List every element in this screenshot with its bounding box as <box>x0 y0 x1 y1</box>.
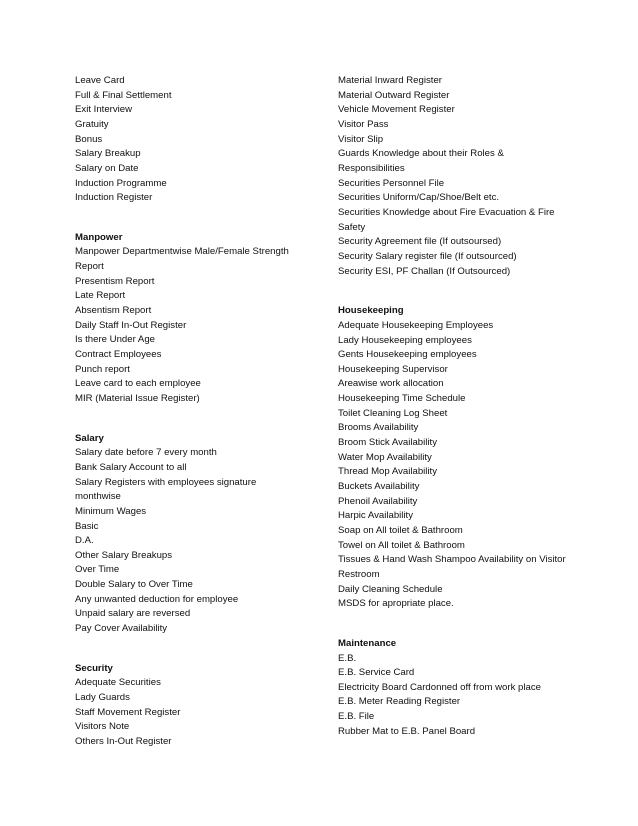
security-section <box>75 662 320 750</box>
list-item: Daily Staff In-Out Register <box>75 319 187 331</box>
list-item: Restroom <box>338 569 380 580</box>
list-item: Double Salary to Over Time <box>75 579 193 591</box>
section-heading-housekeeping: Housekeeping <box>338 305 404 317</box>
list-item: Vehicle Movement Register <box>338 104 455 116</box>
list-item: Presentism Report <box>75 275 155 287</box>
list-item: Any unwanted deduction for employee <box>75 593 239 605</box>
list-item: Report <box>75 261 104 273</box>
list-item: MSDS for apropriate place. <box>338 598 454 610</box>
list-item: Manpower Departmentwise Male/Female Strength <box>75 246 289 258</box>
section-heading-maintenance: Maintenance <box>338 637 397 649</box>
list-item: Punch report <box>75 363 130 375</box>
list-item: Salary Registers with employees signature <box>75 476 257 488</box>
list-item: Pay Cover Availability <box>75 623 168 635</box>
maintenance-section <box>338 637 588 740</box>
list-item: E.B. <box>338 652 357 664</box>
list-item: monthwise <box>75 491 121 503</box>
list-item: Induction Programme <box>75 177 167 189</box>
list-item: Unpaid salary are reversed <box>75 608 191 620</box>
list-item: Contract Employees <box>75 349 162 361</box>
list-item: Responsibilities <box>338 162 405 174</box>
list-item: MIR (Material Issue Register) <box>75 393 200 405</box>
list-item: Material Outward Register <box>338 89 450 101</box>
section-heading-security: Security <box>75 662 113 674</box>
list-item: Rubber Mat to E.B. Panel Board <box>338 725 476 737</box>
list-item: Over Time <box>75 564 120 576</box>
housekeeping-section <box>338 304 588 612</box>
list-item: Water Mop Availability <box>338 451 432 463</box>
list-item: Security Agreement file (If outsoursed) <box>338 236 502 248</box>
list-item: E.B. File <box>338 711 375 723</box>
list-item: Lady Housekeeping employees <box>338 334 472 346</box>
list-item: D.A. <box>75 535 94 547</box>
list-item: Exit Interview <box>75 104 133 116</box>
list-item: Is there Under Age <box>75 334 155 346</box>
list-item: Adequate Securities <box>75 677 161 689</box>
list-item: Thread Mop Availability <box>338 466 438 478</box>
right-column <box>338 74 588 739</box>
list-item: Material Inward Register <box>338 75 442 86</box>
list-item: Safety <box>338 221 366 233</box>
list-item: E.B. Meter Reading Register <box>338 696 461 708</box>
list-item: Basic <box>75 520 99 532</box>
list-item: Induction Register <box>75 192 153 204</box>
list-item: Securities Personnel File <box>338 177 445 189</box>
list-item: Lady Guards <box>75 691 130 703</box>
list-item: Bank Salary Account to all <box>75 461 187 473</box>
list-item: Brooms Availability <box>338 422 419 434</box>
list-item: Gents Housekeeping employees <box>338 349 477 361</box>
security-registers-list <box>338 74 588 279</box>
list-item: Electricity Board Cardonned off from work place <box>338 681 541 693</box>
list-item: Broom Stick Availability <box>338 437 437 449</box>
hr-records-list <box>75 74 320 206</box>
list-item: E.B. Service Card <box>338 667 415 679</box>
list-item: Security ESI, PF Challan (If Outsourced) <box>338 265 511 277</box>
list-item: Security Salary register file (If outsourced) <box>338 250 517 262</box>
list-item: Guards Knowledge about their Roles & <box>338 148 504 160</box>
list-item: Securities Uniform/Cap/Shoe/Belt etc. <box>338 192 500 204</box>
list-item: Harpic Availability <box>338 510 414 522</box>
list-item: Areawise work allocation <box>338 378 444 390</box>
list-item: Securities Knowledge about Fire Evacuation & Fire <box>338 206 555 218</box>
list-item: Staff Movement Register <box>75 706 181 718</box>
section-heading-manpower: Manpower <box>75 231 123 243</box>
list-item: Salary date before 7 every month <box>75 447 217 459</box>
list-item: Phenoil Availability <box>338 495 418 507</box>
list-item: Other Salary Breakups <box>75 549 173 561</box>
list-item: Housekeeping Time Schedule <box>338 393 466 405</box>
section-heading-salary: Salary <box>75 432 104 444</box>
list-item: Late Report <box>75 290 126 302</box>
list-item: Minimum Wages <box>75 505 147 517</box>
list-item: Soap on All toilet & Bathroom <box>338 525 463 537</box>
list-item: Visitor Slip <box>338 133 384 145</box>
list-item: Salary on Date <box>75 162 139 174</box>
list-item: Others In-Out Register <box>75 735 172 747</box>
list-item: Tissues & Hand Wash Shampoo Availability on Visitor <box>338 554 566 566</box>
list-item: Towel on All toilet & Bathroom <box>338 539 465 551</box>
list-item: Bonus <box>75 133 103 145</box>
list-item: Leave card to each employee <box>75 378 201 390</box>
list-item: Daily Cleaning Schedule <box>338 583 443 595</box>
list-item: Gratuity <box>75 118 109 130</box>
list-item: Buckets Availability <box>338 481 420 493</box>
list-item: Full & Final Settlement <box>75 89 172 101</box>
list-item: Absentism Report <box>75 305 152 317</box>
manpower-section <box>75 231 320 407</box>
salary-section <box>75 432 320 637</box>
list-item: Visitor Pass <box>338 118 389 130</box>
list-item: Visitors Note <box>75 721 130 733</box>
list-item: Toilet Cleaning Log Sheet <box>338 407 448 419</box>
list-item: Leave Card <box>75 75 125 86</box>
left-column <box>75 74 320 750</box>
list-item: Adequate Housekeeping Employees <box>338 319 494 331</box>
list-item: Salary Breakup <box>75 148 141 160</box>
list-item: Housekeeping Supervisor <box>338 363 448 375</box>
